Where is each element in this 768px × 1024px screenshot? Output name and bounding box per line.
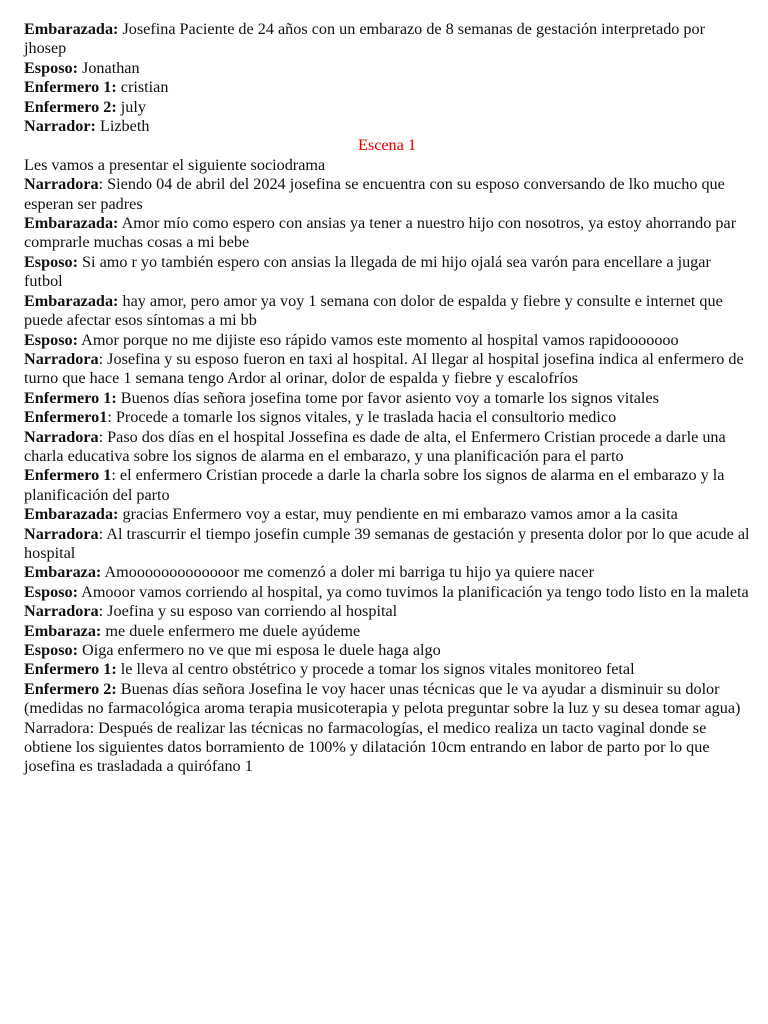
speaker-label: Narradora: [24, 349, 99, 368]
dialogue-text: hay amor, pero amor ya voy 1 semana con dolor de espalda y fiebre y consulte e internet que puede afectar esos síntomas a mi bb: [24, 291, 723, 330]
speaker-label: Embaraza:: [24, 563, 102, 582]
cast-line-esposo: [24, 59, 750, 78]
speaker-label: Narrador:: [24, 117, 96, 136]
speaker-label: Embarazada:: [24, 214, 119, 233]
dialogue-line: [24, 292, 750, 331]
dialogue-text: Buenos días señora josefina tome por favor asiento voy a tomarle los signos vitales: [116, 388, 659, 407]
speaker-label: Esposo:: [24, 58, 78, 77]
cast-description: Josefina Paciente de 24 años con un embarazo de 8 semanas de gestación interpretado por jhosep: [24, 20, 706, 58]
cast-description: cristian: [116, 78, 169, 97]
speaker-label: Embarazada:: [24, 505, 119, 524]
speaker-label: Embarazada:: [24, 20, 119, 38]
dialogue-line: [24, 680, 750, 719]
scene-title: Escena 1: [358, 136, 416, 155]
dialogue-line: [24, 660, 750, 679]
speaker-label: Enfermero1: [24, 408, 108, 427]
dialogue-line: [24, 602, 750, 621]
dialogue-text: Narradora: Después de realizar las técnicas no farmacologías, el medico realiza un tacto vaginal donde se obtiene los siguientes datos borramiento de 100% y dilatación 10cm entrando en labor de parto por lo que josefina es trasladada a quirófano 1: [24, 718, 710, 776]
dialogue-line: [24, 408, 750, 427]
dialogue-line: [24, 350, 750, 389]
dialogue-line: [24, 719, 750, 777]
script-dialogue: [24, 175, 750, 777]
dialogue-line: [24, 214, 750, 253]
dialogue-text: Amooor vamos corriendo al hospital, ya como tuvimos la planificación ya tengo todo listo en la maleta: [77, 582, 749, 601]
cast-description: july: [116, 97, 146, 116]
speaker-label: Esposo:: [24, 582, 78, 601]
dialogue-text: me duele enfermero me duele ayúdeme: [101, 621, 361, 640]
cast-description: Jonathan: [77, 58, 140, 77]
cast-line-narrador: [24, 117, 750, 136]
speaker-label: Embarazada:: [24, 291, 119, 310]
dialogue-text: : Joefina y su esposo van corriendo al hospital: [98, 602, 398, 621]
dialogue-line: [24, 563, 750, 582]
dialogue-text: : Al trascurrir el tiempo josefin cumple 39 semanas de gestación y presenta dolor por lo que acude al hospital: [24, 524, 750, 562]
dialogue-line: [24, 466, 750, 505]
dialogue-text: Si amo r yo también espero con ansias la llegada de mi hijo ojalá sea varón para encellare a jugar futbol: [24, 252, 711, 291]
speaker-label: Esposo:: [24, 330, 78, 349]
dialogue-line: [24, 175, 750, 214]
dialogue-line: [24, 389, 750, 408]
dialogue-text: : Josefina y su esposo fueron en taxi al hospital. Al llegar al hospital josefina indica al enfermero de turno que hace 1 semana tengo Ardor al orinar, dolor de espalda y fiebre y escalofríos: [24, 349, 744, 388]
dialogue-line: [24, 583, 750, 602]
intro-line: Les vamos a presentar el siguiente sociodrama: [24, 155, 326, 174]
speaker-label: Embaraza:: [24, 621, 102, 640]
dialogue-text: : Procede a tomarle los signos vitales, y le traslada hacia el consultorio medico: [107, 408, 617, 427]
dialogue-text: : Paso dos días en el hospital Jossefina es dade de alta, el Enfermero Cristian procede a darle una charla educativa sobre los signos de alarma en el embarazo, y una planificación para el parto: [24, 427, 726, 465]
dialogue-line: [24, 641, 750, 660]
speaker-label: Narradora: [24, 427, 99, 446]
dialogue-line: [24, 428, 750, 467]
speaker-label: Enfermero 2:: [24, 679, 117, 698]
dialogue-text: Amor mío como espero con ansias ya tener a nuestro hijo con nosotros, ya estoy ahorrando par comprarle muchas cosas a mi bebe: [24, 214, 737, 252]
speaker-label: Enfermero 2:: [24, 97, 117, 116]
dialogue-text: : Siendo 04 de abril del 2024 josefina se encuentra con su esposo conversando de lko mucho que esperan ser padres: [24, 175, 725, 213]
dialogue-text: : el enfermero Cristian procede a darle la charla sobre los signos de alarma en el embarazo y la planificación del parto: [24, 466, 725, 504]
document-body: [24, 20, 750, 777]
dialogue-text: Amor porque no me dijiste eso rápido vamos este momento al hospital vamos rapidooooooo: [77, 330, 679, 349]
cast-line-embarazada: [24, 20, 750, 59]
dialogue-line: [24, 622, 750, 641]
speaker-label: Enfermero 1:: [24, 660, 117, 679]
cast-description: Lizbeth: [95, 117, 150, 136]
dialogue-text: Oiga enfermero no ve que mi esposa le duele haga algo: [77, 641, 441, 659]
dialogue-text: Buenas días señora Josefina le voy hacer unas técnicas que le va ayudar a disminuir su dolor (medidas no farmacológica aroma terapia musicoterapia y pelota preguntar sobre la luz y su desea tomar agua): [24, 679, 741, 718]
speaker-label: Narradora: [24, 524, 99, 543]
speaker-label: Enfermero 1:: [24, 78, 117, 97]
dialogue-text: Amooooooooooooor me comenzó a doler mi barriga tu hijo ya quiere nacer: [101, 563, 594, 582]
cast-line-enfermero-2: [24, 98, 750, 117]
dialogue-line: [24, 525, 750, 564]
speaker-label: Enfermero 1:: [24, 388, 117, 407]
speaker-label: Esposo:: [24, 641, 78, 659]
speaker-label: Narradora: [24, 175, 99, 194]
cast-line-enfermero-1: [24, 78, 750, 97]
dialogue-text: le lleva al centro obstétrico y procede a tomar los signos vitales monitoreo fetal: [116, 660, 635, 679]
speaker-label: Narradora: [24, 602, 99, 621]
dialogue-line: [24, 253, 750, 292]
speaker-label: Enfermero 1: [24, 466, 112, 485]
speaker-label: Esposo:: [24, 252, 78, 271]
dialogue-line: [24, 331, 750, 350]
dialogue-line: [24, 505, 750, 524]
dialogue-text: gracias Enfermero voy a estar, muy pendiente en mi embarazo vamos amor a la casita: [118, 505, 678, 524]
